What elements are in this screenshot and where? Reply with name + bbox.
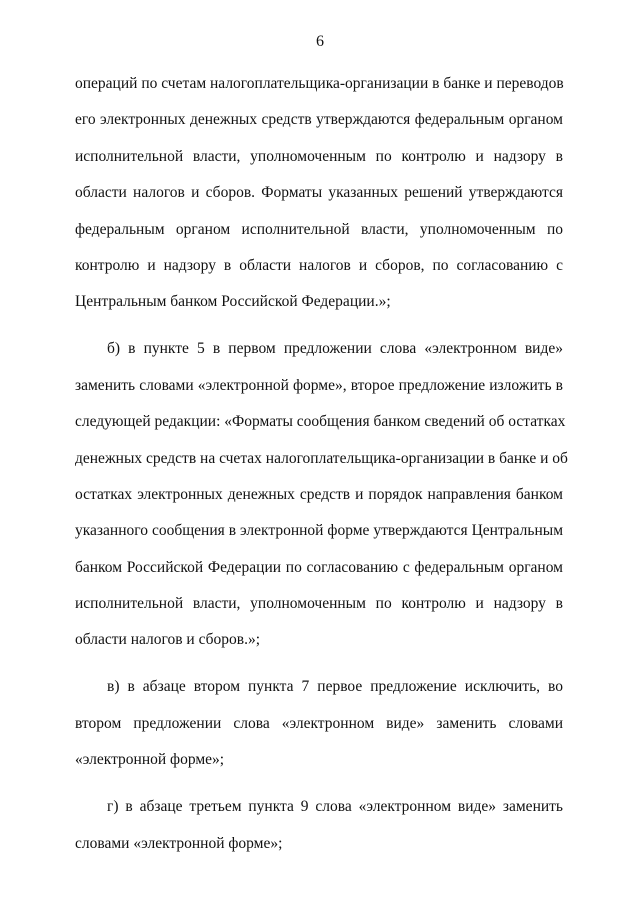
text-line: контролю и надзору в области налогов и сборов, по согласованию с: [75, 256, 563, 274]
text-line: банком Российской Федерации по согласованию с федеральным органом: [75, 558, 563, 576]
paragraph-gap: [75, 321, 563, 332]
page-number: 6: [316, 33, 324, 50]
text-line: денежных средств на счетах налогоплательщика-организации в банке и об: [75, 449, 568, 467]
text-line: остатках электронных денежных средств и порядок направления банком: [75, 485, 563, 503]
paragraph-continuation: [75, 66, 563, 321]
text-line: заменить словами «электронной форме», второе предложение изложить в: [75, 376, 563, 394]
document-body: [75, 66, 568, 862]
text-line: указанного сообщения в электронной форме утверждаются Центральным: [75, 522, 563, 540]
paragraph-gap: [75, 779, 563, 790]
text-line: исполнительной власти, уполномоченным по контролю и надзору в: [75, 147, 563, 165]
text-line: его электронных денежных средств утверждаются федеральным органом: [75, 111, 563, 129]
text-line: следующей редакции: «Форматы сообщения банком сведений об остатках: [75, 413, 566, 431]
paragraph-item-v: [75, 669, 563, 778]
paragraph-gap: [75, 659, 563, 670]
text-line: в) в абзаце втором пункта 7 первое предложение исключить, во: [107, 678, 563, 696]
text-line: области налогов и сборов. Форматы указанных решений утверждаются: [75, 184, 563, 202]
paragraph-item-g: [75, 789, 563, 862]
text-line: операций по счетам налогоплательщика-организации в банке и переводов: [75, 75, 564, 92]
text-line: федеральным органом исполнительной власти, уполномоченным по: [75, 220, 563, 238]
text-line: «электронной форме»;: [75, 751, 225, 769]
text-line: Центральным банком Российской Федерации.»;: [75, 293, 391, 311]
text-line: области налогов и сборов.»;: [75, 631, 261, 649]
text-line: г) в абзаце третьем пункта 9 слова «электронном виде» заменить: [107, 798, 563, 816]
text-line: втором предложении слова «электронном виде» заменить словами: [75, 714, 563, 732]
paragraph-item-b: [75, 331, 568, 659]
text-line: словами «электронной форме»;: [75, 834, 283, 852]
text-line: б) в пункте 5 в первом предложении слова «электронном виде»: [107, 340, 563, 358]
text-line: исполнительной власти, уполномоченным по контролю и надзору в: [75, 595, 563, 613]
